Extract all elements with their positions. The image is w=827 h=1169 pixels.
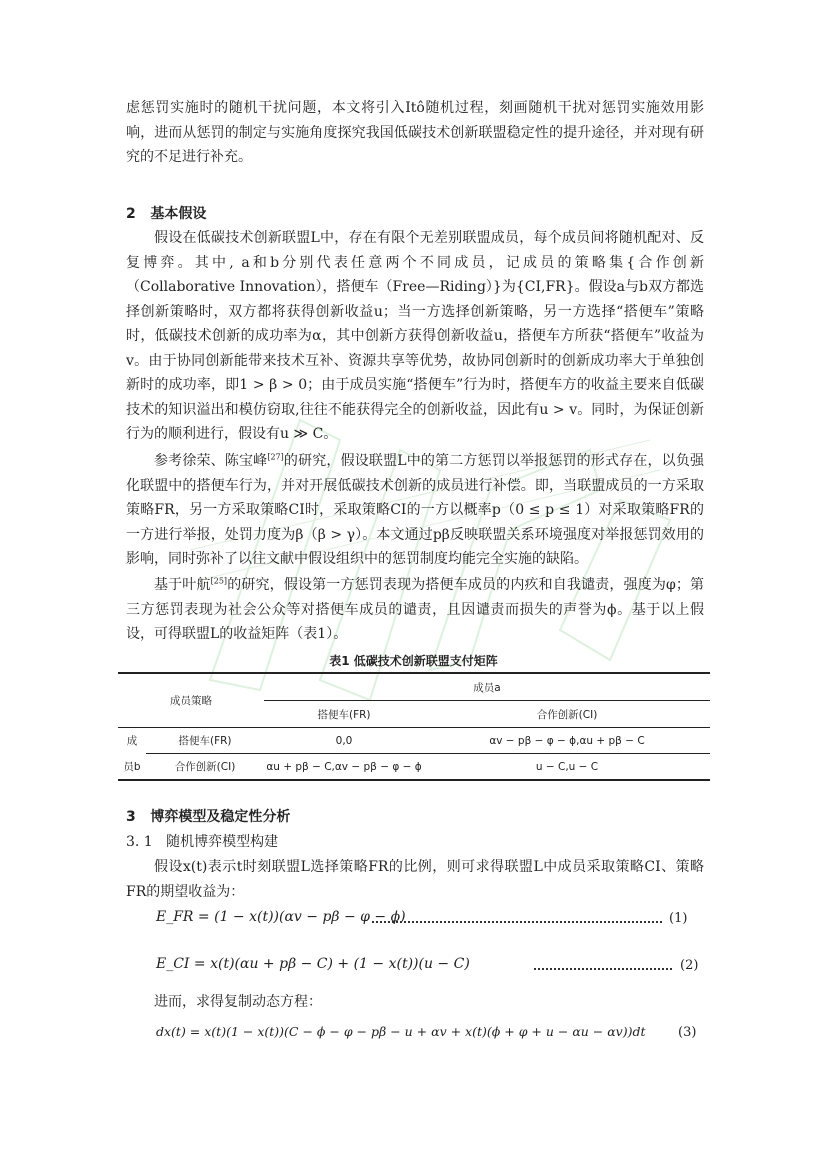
subsection-title: 随机博弈模型构建 bbox=[166, 834, 279, 850]
section-2-para-2 bbox=[126, 449, 704, 572]
table-1-caption: 表1 低碳技术创新联盟支付矩阵 bbox=[329, 654, 498, 668]
table-cell: αu + pβ − C,αv − pβ − φ − ϕ bbox=[266, 760, 422, 773]
table-row-label: 搭便车(FR) bbox=[146, 728, 264, 754]
para-2-text-b: 的研究，假设联盟L中的第二方惩罚以举报惩罚的形式存在，以负强化联盟中的搭便车行为，并对开展低碳技术创新的成员进行补偿。即，当联盟成员的一方采取策略FR，另一方采取策略CI时，采取策略CI的一方以概率p（0 ≤ p ≤ 1）对采取策略FR的一方进行举报，处罚力度为β（β > γ）。本文通过pβ反映联盟关系环境强度对举报惩罚效用的影响，同时弥补了以往文献中假设组织中的惩罚制度均能完全实施的缺陷。 bbox=[126, 453, 705, 567]
para-3-text-b: 的研究，假设第一方惩罚表现为搭便车成员的内疚和自我谴责，强度为φ；第三方惩罚表现为社会公众等对搭便车成员的谴责，且因谴责而损失的声誉为ϕ。基于以上假设，可得联盟L的收益矩阵（表1）。 bbox=[126, 577, 704, 642]
table-col-fr-header: 搭便车(FR) bbox=[317, 708, 371, 721]
citation-27: [27] bbox=[267, 452, 284, 462]
table-member-b-label-bottom: 员b bbox=[123, 760, 141, 773]
table-cell: u − C,u − C bbox=[535, 760, 599, 773]
section-3-heading bbox=[126, 806, 290, 826]
table-row bbox=[118, 728, 710, 754]
para-3-text-a: 基于叶航 bbox=[154, 577, 211, 593]
table-member-a-header: 成员a bbox=[264, 673, 710, 701]
equation-3-number: (3) bbox=[678, 1025, 697, 1040]
subsection-3-1-heading bbox=[126, 831, 278, 851]
equation-2: E_CI = x(t)(αu + pβ − C) + (1 − x(t))(u − C) bbox=[156, 956, 470, 972]
section-3-number: 3 bbox=[126, 809, 136, 825]
section-2-para-1: 假设在低碳技术创新联盟L中，存在有限个无差别联盟成员，每个成员间将随机配对、反复博弈。其中, a和b分别代表任意两个不同成员，记成员的策略集{合作创新（Collaborative Innovation），搭便车（Free—Riding）}为{CI,FR}。假设a与b双方都选择创新策略时，双方都将获得创新收益u；当一方选择创新策略，另一方选择“搭便车”策略时，低碳技术创新的成功率为α，其中创新方获得创新收益u，搭便车方所获“搭便车”收益为v。由于协同创新能带来技术互补、资源共享等优势，故协同创新时的创新成功率大于单独创新时的成功率，即1 > β > 0；由于成员实施“搭便车”行为时，搭便车方的收益主要来自低碳技术的知识溢出和模仿窃取,往往不能获得完全的创新收益，因此有u > v。同时，为保证创新行为的顺利进行，假设有u ≫ C。 bbox=[126, 230, 704, 442]
table-row-label: 合作创新(CI) bbox=[174, 761, 236, 773]
section-3-para-2: 进而，求得复制动态方程： bbox=[154, 994, 322, 1010]
equation-1-number: (1) bbox=[669, 911, 688, 926]
table-row bbox=[118, 754, 710, 781]
table-member-b-label-top: 成 bbox=[126, 735, 138, 748]
equation-1: E_FR = (1 − x(t))(αv − pβ − φ − ϕ) bbox=[156, 909, 406, 925]
equation-2-leader bbox=[534, 968, 672, 970]
table-col-ci-header: 合作创新(CI) bbox=[536, 708, 598, 721]
subsection-number: 3. 1 bbox=[126, 834, 153, 850]
section-2-title: 基本假设 bbox=[150, 206, 207, 222]
intro-paragraph: 虑惩罚实施时的随机干扰问题，本文将引入Itô随机过程，刻画随机干扰对惩罚实施效用影响，进而从惩罚的制定与实施角度探究我国低碳技术创新联盟稳定性的提升途径，并对现有研究的不足进行补充。 bbox=[126, 100, 704, 165]
equation-3: dx(t) = x(t)(1 − x(t))(C − ϕ − φ − pβ − u + αv + x(t)(ϕ + φ + u − αu − αv))dt bbox=[156, 1024, 646, 1039]
equation-1-leader bbox=[372, 921, 662, 923]
table-cell: αv − pβ − φ − ϕ,αu + pβ − C bbox=[424, 728, 710, 754]
table-cell: 0,0 bbox=[264, 728, 424, 754]
section-3-para-1: 假设x(t)表示t时刻联盟L选择策略FR的比例，则可求得联盟L中成员采取策略CI、策略FR的期望收益为： bbox=[126, 859, 704, 900]
section-2-para-3 bbox=[126, 573, 704, 647]
section-3-title: 博弈模型及稳定性分析 bbox=[150, 809, 291, 825]
citation-25: [25] bbox=[210, 576, 228, 586]
section-2-heading bbox=[126, 203, 206, 223]
para-2-text-a: 参考徐荣、陈宝峰 bbox=[154, 453, 268, 469]
payoff-matrix-table bbox=[118, 672, 710, 781]
section-2-number: 2 bbox=[126, 206, 136, 222]
equation-2-number: (2) bbox=[680, 958, 699, 973]
table-corner-cell: 成员策略 bbox=[118, 673, 264, 728]
